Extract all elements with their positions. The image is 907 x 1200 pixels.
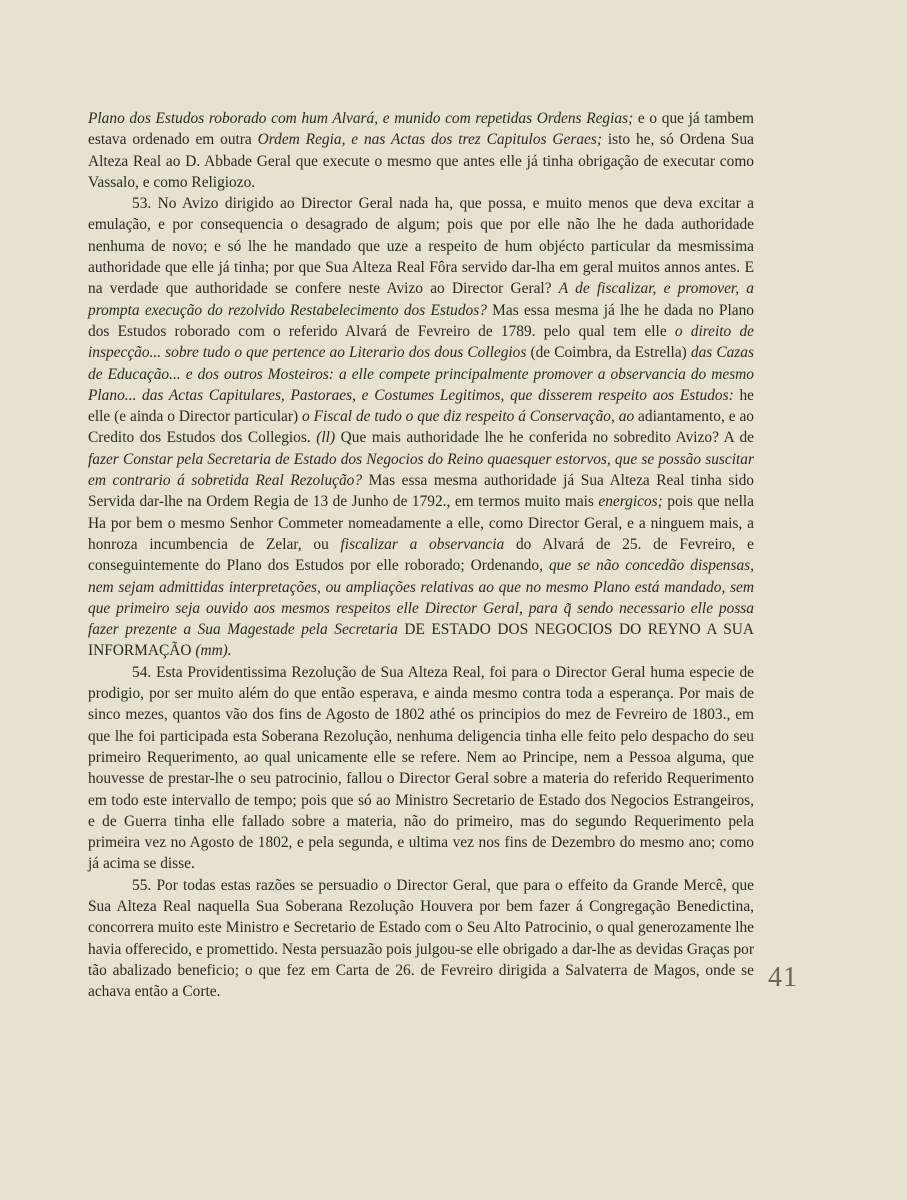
paragraph-54: 54. Esta Providentissima Rezolução de Sua Alteza Real, foi para o Director Geral huma especie de prodigio, por ser muito além do que então esperava, e ainda mesmo contra toda a esperança. Por mais de sinco mezes, quantos vão dos fins de Agosto de 1802 athé os principios do mez de Fevreiro de 1803., em que lhe foi participada esta Soberana Rezolução, nenhuma deligencia tinha elle feito pelo despacho do seu primeiro Requerimento, ao qual unicamente elle se refere. Nem ao Principe, nem a Pessoa alguma, que houvesse de prestar-lhe o seu patrocinio, fallou o Director Geral sobre a materia do referido Requerimento em todo este intervallo de tempo; pois que só ao Ministro Secretario de Estado dos Negocios Estrangeiros, e de Guerra tinha elle fallado sobre a materia, não do primeiro, mas do segundo Requerimento pela primeira vez no Agosto de 1802, e pela segunda, e ultima vez nos fins de Dezembro do mesmo ano; como já acima se disse. — [88, 663, 754, 873]
paragraph-continued: Plano dos Estudos roborado com hum Alvará, e munido com repetidas Ordens Regias; e o que já tambem estava ordenado em outra Ordem Regia, e nas Actas dos trez Capitulos Geraes; isto he, só Ordena Sua Alteza Real ao D. Abbade Geral que execute o mesmo que antes elle já tinha obrigação de executar como Vassalo, e como Religiozo. — [88, 110, 754, 191]
paragraph-53: 53. No Avizo dirigido ao Director Geral nada ha, que possa, e muito menos que deva excitar a emulação, e por consequencia o desagrado de algum; pois que por elle não lhe he dada authoridade nenhuma de novo; e só lhe he mandado que uze a respeito de hum objécto particular da mesmissima authoridade que elle já tinha; por que Sua Alteza Real Fôra servido dar-lha em geral muitos annos antes. E na verdade que authoridade se confere neste Avizo ao Director Geral? A de fiscalizar, e promover, a prompta execução do rezolvido Restabelecimento dos Estudos? Mas essa mesma já lhe he dada no Plano dos Estudos roborado com o referido Alvará de Fevreiro de 1789. pelo qual tem elle o direito de inspecção... sobre tudo o que pertence ao Literario dos dous Collegios (de Coimbra, da Estrella) das Cazas de Educação... e dos outros Mosteiros: a elle compete principalmente promover a observancia do mesmo Plano... das Actas Capitulares, Pastoraes, e Costumes Legitimos, que disserem respeito aos Estudos: he elle (e ainda o Director particular) o Fiscal de tudo o que diz respeito á Conservação, ao adiantamento, e ao Credito dos Estudos dos Collegios. (ll) Que mais authoridade lhe he conferida no sobredito Avizo? A de fazer Constar pela Secretaria de Estado dos Negocios do Reino quaesquer estorvos, que se possão suscitar em contrario á sobretida Real Rezolução? Mas essa mesma authoridade já Sua Alteza Real tinha sido Servida dar-lhe na Ordem Regia de 13 de Junho de 1792., em termos muito mais energicos; pois que nella Ha por bem o mesmo Senhor Commeter nomeadamente a elle, como Director Geral, e a ninguem mais, a honroza incumbencia de Zelar, ou fiscalizar a observancia do Alvará de 25. de Fevreiro, e conseguintemente do Plano dos Estudos por elle roborado; Ordenando, que se não concedão dispensas, nem sejam admittidas interpretações, ou ampliações relativas ao que no mesmo Plano está mandado, sem que primeiro seja ouvido aos mesmos respeitos elle Director Geral, para q̃ sendo necessario elle possa fazer prezente a Sua Magestade pela Secretaria DE ESTADO DOS NEGOCIOS DO REYNO A SUA INFORMAÇÃO (mm). — [88, 195, 755, 660]
paragraph-55: 55. Por todas estas razões se persuadio o Director Geral, que para o effeito da Grande Mercê, que Sua Alteza Real naquella Sua Soberana Rezolução Houvera por bem fazer á Congregação Benedictina, concorrera muito este Ministro e Secretario de Estado com o Seu Alto Patrocinio, o qual generozamente lhe havia offerecido, e promettido. Nesta persuazão pois julgou-se elle obrigado a dar-lhe as devidas Graças por tão abalizado beneficio; o que fez em Carta de 26. de Fevreiro dirigida a Salvaterra de Magos, onde se achava então a Corte. — [88, 876, 754, 1001]
body-text — [88, 108, 754, 1002]
page-number: 41 — [768, 962, 798, 993]
